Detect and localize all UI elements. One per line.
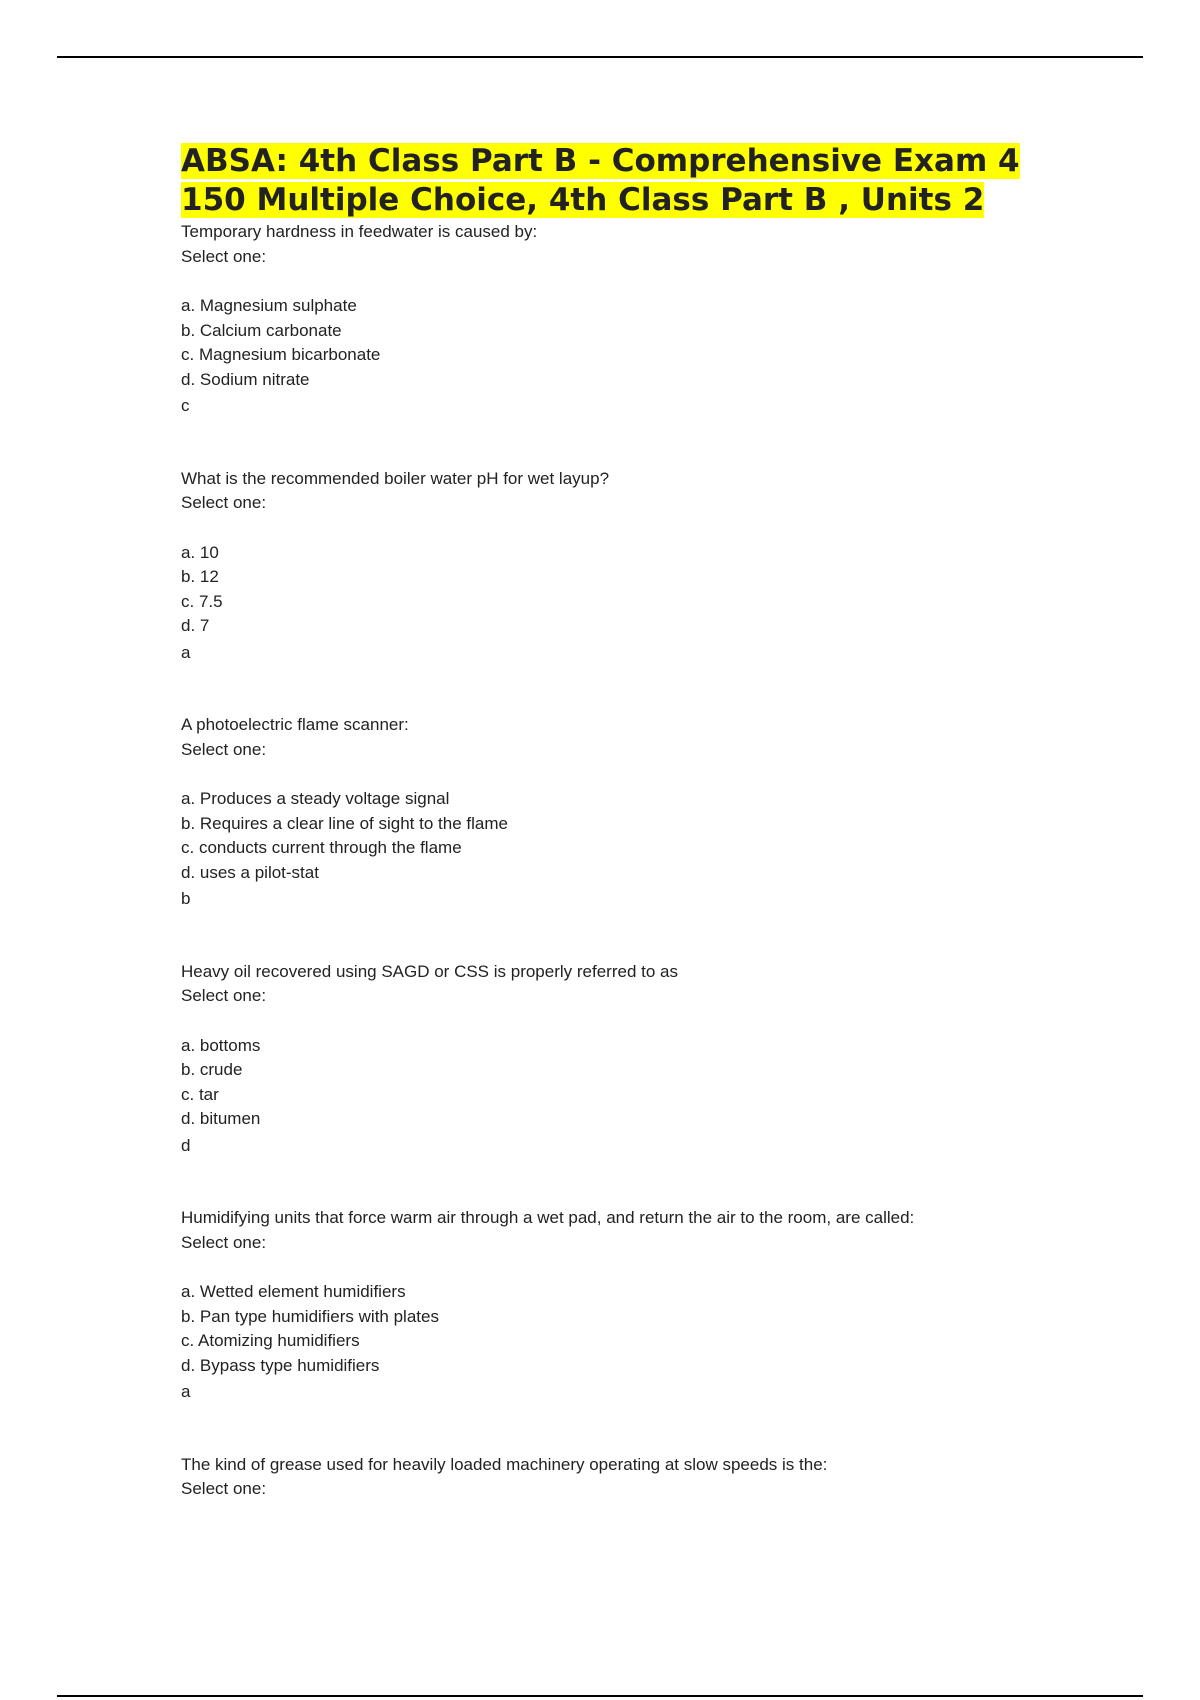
question-5 (181, 1206, 1061, 1405)
document-title-highlight: ABSA: 4th Class Part B - Comprehensive Exam 4 150 Multiple Choice, 4th Class Part B , Units 2 (181, 143, 1020, 218)
option-c: c. conducts current through the flame (181, 838, 462, 857)
question-2 (181, 467, 1061, 666)
option-c: c. tar (181, 1084, 219, 1104)
option-d: d. uses a pilot-stat (181, 862, 319, 882)
answer-key: c (181, 396, 190, 415)
option-b: b. 12 (181, 567, 219, 586)
select-one-prompt: Select one: (181, 739, 267, 759)
option-a: a. bottoms (181, 1035, 261, 1055)
question-text: Heavy oil recovered using SAGD or CSS is properly referred to as (181, 961, 678, 981)
select-one-prompt: Select one: (181, 986, 267, 1005)
footer-rule (57, 1695, 1143, 1697)
question-4 (181, 960, 1061, 1159)
document-body (181, 142, 1061, 1527)
select-one-prompt: Select one: (181, 493, 267, 512)
option-c: c. 7.5 (181, 591, 223, 611)
question-text: Temporary hardness in feedwater is caused by: (181, 222, 538, 241)
option-d: d. 7 (181, 616, 210, 635)
question-text: What is the recommended boiler water pH for wet layup? (181, 468, 610, 488)
option-a: a. Wetted element humidifiers (181, 1282, 406, 1301)
option-d: d. Sodium nitrate (181, 369, 310, 389)
option-a: a. Produces a steady voltage signal (181, 789, 450, 808)
option-b: b. Calcium carbonate (181, 320, 342, 340)
answer-key: b (181, 889, 191, 908)
option-b: b. Pan type humidifiers with plates (181, 1306, 439, 1326)
option-b: b. Requires a clear line of sight to the flame (181, 813, 508, 833)
select-one-prompt: Select one: (181, 1232, 267, 1252)
question-text: A photoelectric flame scanner: (181, 715, 409, 734)
document-title (181, 142, 1061, 220)
option-a: a. 10 (181, 542, 219, 562)
question-6 (181, 1453, 1061, 1502)
question-list (181, 220, 1061, 1502)
select-one-prompt: Select one: (181, 1479, 267, 1498)
answer-key: d (181, 1135, 191, 1155)
option-c: c. Atomizing humidifiers (181, 1331, 360, 1350)
question-3 (181, 713, 1061, 912)
option-d: d. bitumen (181, 1109, 261, 1128)
answer-key: a (181, 642, 191, 662)
select-one-prompt: Select one: (181, 246, 267, 266)
option-d: d. Bypass type humidifiers (181, 1355, 380, 1375)
header-rule (57, 56, 1143, 58)
answer-key: a (181, 1382, 191, 1401)
question-1 (181, 220, 1061, 419)
option-a: a. Magnesium sulphate (181, 296, 357, 315)
question-text: Humidifying units that force warm air through a wet pad, and return the air to the room, are called: (181, 1208, 915, 1227)
option-b: b. crude (181, 1060, 243, 1079)
option-c: c. Magnesium bicarbonate (181, 345, 381, 364)
question-text: The kind of grease used for heavily loaded machinery operating at slow speeds is the: (181, 1454, 828, 1474)
